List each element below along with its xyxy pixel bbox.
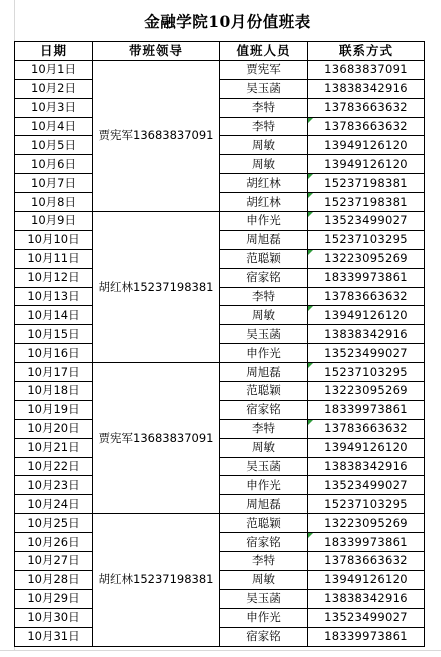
- date-cell[interactable]: 10月23日: [15, 476, 93, 495]
- phone-cell[interactable]: 15237103295: [308, 230, 425, 249]
- date-cell[interactable]: 10月7日: [15, 174, 93, 193]
- date-cell[interactable]: 10月19日: [15, 400, 93, 419]
- header-row: [15, 42, 425, 61]
- table-row: [15, 306, 425, 325]
- header-leader[interactable]: 带班领导: [93, 42, 220, 61]
- leader-cell[interactable]: 贾宪军13683837091: [93, 363, 220, 514]
- phone-cell[interactable]: 13783663632: [308, 287, 425, 306]
- phone-cell[interactable]: 13523499027: [308, 344, 425, 363]
- date-cell[interactable]: 10月14日: [15, 306, 93, 325]
- date-cell[interactable]: 10月28日: [15, 570, 93, 589]
- table-row: [15, 457, 425, 476]
- date-cell[interactable]: 10月27日: [15, 552, 93, 571]
- date-cell[interactable]: 10月3日: [15, 98, 93, 117]
- person-cell[interactable]: 李特: [220, 287, 308, 306]
- table-row: [15, 344, 425, 363]
- table-row: [15, 570, 425, 589]
- table-row: [15, 476, 425, 495]
- person-cell[interactable]: 宿家铭: [220, 533, 308, 552]
- date-cell[interactable]: 10月2日: [15, 79, 93, 98]
- table-row: [15, 249, 425, 268]
- phone-cell[interactable]: 13949126120: [308, 136, 425, 155]
- person-cell[interactable]: 李特: [220, 419, 308, 438]
- person-cell[interactable]: 周旭磊: [220, 363, 308, 382]
- phone-cell[interactable]: 13783663632: [308, 419, 425, 438]
- phone-cell[interactable]: 13523499027: [308, 212, 425, 231]
- phone-cell[interactable]: 15237103295: [308, 363, 425, 382]
- date-cell[interactable]: 10月8日: [15, 193, 93, 212]
- date-cell[interactable]: 10月21日: [15, 438, 93, 457]
- person-cell[interactable]: 周旭磊: [220, 495, 308, 514]
- phone-cell[interactable]: 13683837091: [308, 60, 425, 79]
- table-row: [15, 627, 425, 646]
- phone-cell[interactable]: 13838342916: [308, 589, 425, 608]
- person-cell[interactable]: 李特: [220, 117, 308, 136]
- person-cell[interactable]: 宿家铭: [220, 400, 308, 419]
- date-cell[interactable]: 10月9日: [15, 212, 93, 231]
- table-row: [15, 419, 425, 438]
- table-row: [15, 514, 425, 533]
- date-cell[interactable]: 10月25日: [15, 514, 93, 533]
- date-cell[interactable]: 10月11日: [15, 249, 93, 268]
- sheet-title[interactable]: 金融学院10月份值班表: [144, 11, 311, 31]
- table-row: [15, 533, 425, 552]
- person-cell[interactable]: 胡红林: [220, 193, 308, 212]
- phone-cell[interactable]: 13523499027: [308, 476, 425, 495]
- person-cell[interactable]: 吴玉菡: [220, 79, 308, 98]
- person-cell[interactable]: 周敏: [220, 136, 308, 155]
- table-row: [15, 287, 425, 306]
- phone-cell[interactable]: 13949126120: [308, 570, 425, 589]
- table-row: [15, 79, 425, 98]
- table-row: [15, 608, 425, 627]
- table-row: [15, 268, 425, 287]
- header-person[interactable]: 值班人员: [220, 42, 308, 61]
- table-row: [15, 174, 425, 193]
- table-row: [15, 495, 425, 514]
- phone-cell[interactable]: 18339973861: [308, 268, 425, 287]
- person-cell[interactable]: 申作光: [220, 212, 308, 231]
- date-cell[interactable]: 10月29日: [15, 589, 93, 608]
- phone-cell[interactable]: 13949126120: [308, 438, 425, 457]
- table-row: [15, 363, 425, 382]
- person-cell[interactable]: 范聪颖: [220, 514, 308, 533]
- phone-cell[interactable]: 18339973861: [308, 400, 425, 419]
- phone-cell[interactable]: 13223095269: [308, 382, 425, 401]
- phone-cell[interactable]: 18339973861: [308, 627, 425, 646]
- table-row: [15, 193, 425, 212]
- date-cell[interactable]: 10月4日: [15, 117, 93, 136]
- date-cell[interactable]: 10月5日: [15, 136, 93, 155]
- person-cell[interactable]: 周敏: [220, 155, 308, 174]
- phone-cell[interactable]: 15237198381: [308, 174, 425, 193]
- phone-cell[interactable]: 13783663632: [308, 552, 425, 571]
- phone-cell[interactable]: 13949126120: [308, 155, 425, 174]
- phone-cell[interactable]: 13223095269: [308, 249, 425, 268]
- date-cell[interactable]: 10月12日: [15, 268, 93, 287]
- table-row: [15, 438, 425, 457]
- date-cell[interactable]: 10月31日: [15, 627, 93, 646]
- date-cell[interactable]: 10月22日: [15, 457, 93, 476]
- duty-roster-table: [14, 41, 425, 647]
- person-cell[interactable]: 李特: [220, 98, 308, 117]
- date-cell[interactable]: 10月18日: [15, 382, 93, 401]
- person-cell[interactable]: 宿家铭: [220, 268, 308, 287]
- phone-cell[interactable]: 15237103295: [308, 495, 425, 514]
- table-row: [15, 136, 425, 155]
- table-row: [15, 552, 425, 571]
- table-row: [15, 400, 425, 419]
- phone-cell[interactable]: 13783663632: [308, 98, 425, 117]
- phone-cell[interactable]: 13838342916: [308, 325, 425, 344]
- phone-cell[interactable]: 15237198381: [308, 193, 425, 212]
- table-row: [15, 60, 425, 79]
- person-cell[interactable]: 周敏: [220, 306, 308, 325]
- phone-cell[interactable]: 18339973861: [308, 533, 425, 552]
- leader-cell[interactable]: 胡红林15237198381: [93, 212, 220, 363]
- date-cell[interactable]: 10月10日: [15, 230, 93, 249]
- table-row: [15, 212, 425, 231]
- person-cell[interactable]: 申作光: [220, 608, 308, 627]
- table-row: [15, 117, 425, 136]
- table-row: [15, 98, 425, 117]
- phone-cell[interactable]: 13838342916: [308, 457, 425, 476]
- date-cell[interactable]: 10月26日: [15, 533, 93, 552]
- header-date[interactable]: 日期: [15, 42, 93, 61]
- date-cell[interactable]: 10月15日: [15, 325, 93, 344]
- phone-cell[interactable]: 13949126120: [308, 306, 425, 325]
- person-cell[interactable]: 申作光: [220, 344, 308, 363]
- table-row: [15, 155, 425, 174]
- phone-cell[interactable]: 13783663632: [308, 117, 425, 136]
- person-cell[interactable]: 李特: [220, 552, 308, 571]
- header-phone[interactable]: 联系方式: [308, 42, 425, 61]
- phone-cell[interactable]: 13523499027: [308, 608, 425, 627]
- person-cell[interactable]: 周敏: [220, 570, 308, 589]
- leader-cell[interactable]: 胡红林15237198381: [93, 514, 220, 646]
- row-header-gutter: [0, 0, 15, 656]
- person-cell[interactable]: 吴玉菡: [220, 589, 308, 608]
- person-cell[interactable]: 范聪颖: [220, 249, 308, 268]
- person-cell[interactable]: 贾宪军: [220, 60, 308, 79]
- person-cell[interactable]: 宿家铭: [220, 627, 308, 646]
- person-cell[interactable]: 范聪颖: [220, 382, 308, 401]
- roster-body: [15, 60, 425, 646]
- date-cell[interactable]: 10月17日: [15, 363, 93, 382]
- date-cell[interactable]: 10月24日: [15, 495, 93, 514]
- person-cell[interactable]: 周敏: [220, 438, 308, 457]
- table-row: [15, 589, 425, 608]
- table-row: [15, 230, 425, 249]
- person-cell[interactable]: 胡红林: [220, 174, 308, 193]
- leader-cell[interactable]: 贾宪军13683837091: [93, 60, 220, 211]
- person-cell[interactable]: 申作光: [220, 476, 308, 495]
- table-row: [15, 325, 425, 344]
- person-cell[interactable]: 吴玉菡: [220, 457, 308, 476]
- phone-cell[interactable]: 13223095269: [308, 514, 425, 533]
- date-cell[interactable]: 10月20日: [15, 419, 93, 438]
- person-cell[interactable]: 周旭磊: [220, 230, 308, 249]
- date-cell[interactable]: 10月6日: [15, 155, 93, 174]
- date-cell[interactable]: 10月30日: [15, 608, 93, 627]
- person-cell[interactable]: 吴玉菡: [220, 325, 308, 344]
- table-row: [15, 382, 425, 401]
- date-cell[interactable]: 10月16日: [15, 344, 93, 363]
- date-cell[interactable]: 10月1日: [15, 60, 93, 79]
- phone-cell[interactable]: 13838342916: [308, 79, 425, 98]
- date-cell[interactable]: 10月13日: [15, 287, 93, 306]
